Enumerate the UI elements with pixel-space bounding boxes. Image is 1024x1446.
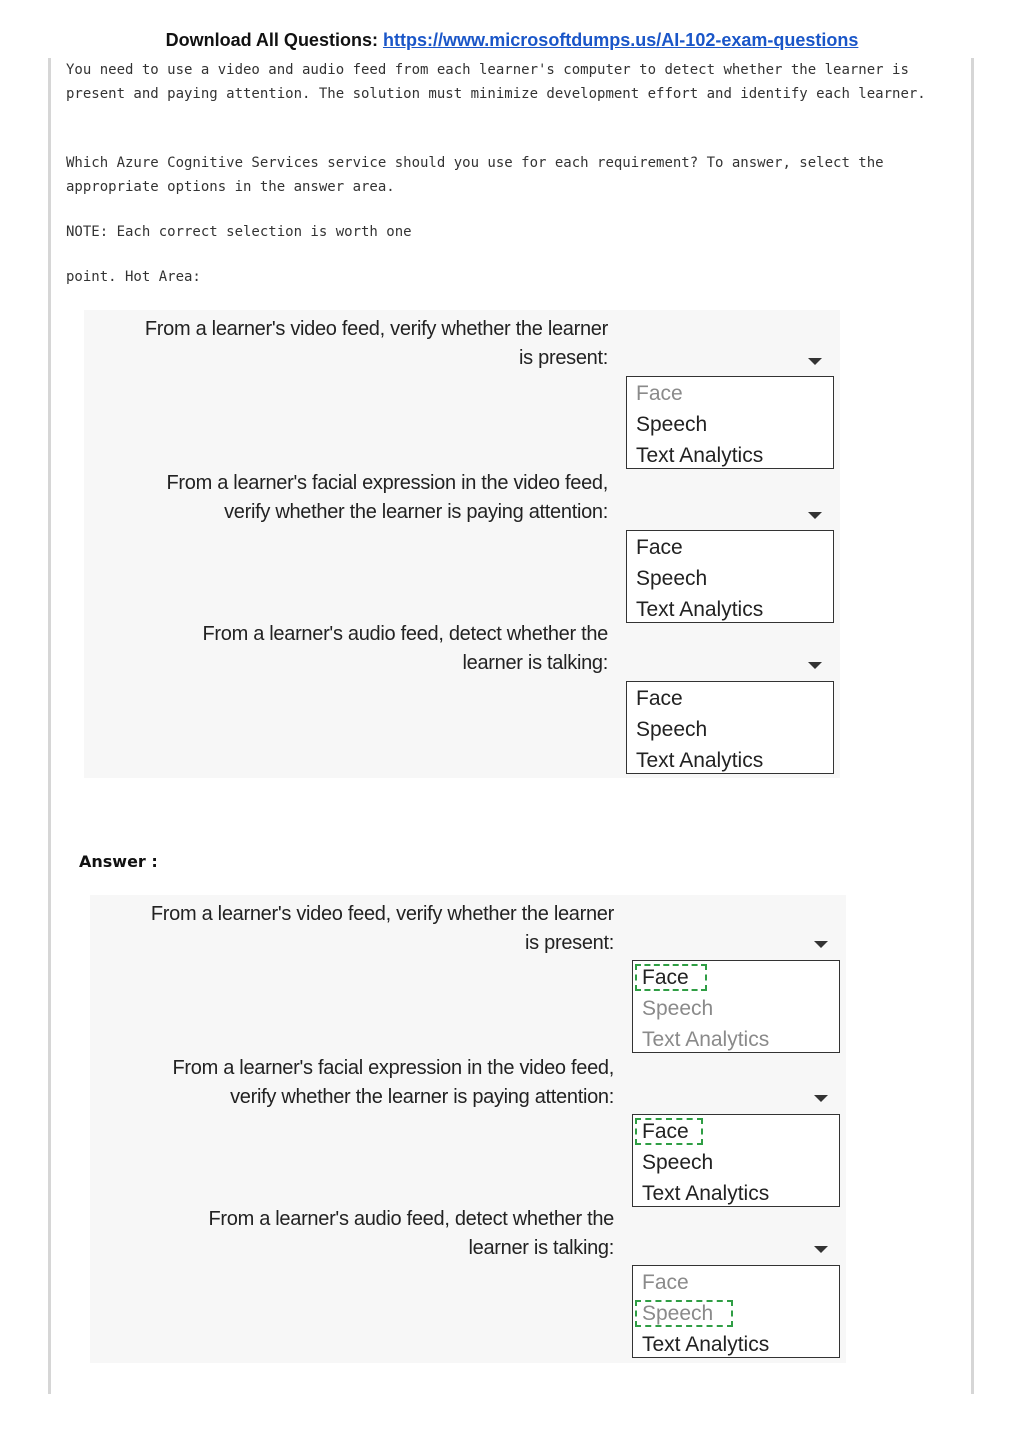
hot-area-prompt-1 [70,315,608,373]
answer-options-2[interactable] [632,1114,840,1207]
chevron-down-icon[interactable] [808,512,822,519]
answer-prompt-2 [76,1054,614,1112]
prompt-line: verify whether the learner is paying attention: [230,1086,614,1108]
option-speech[interactable]: Speech [636,718,708,741]
hot-area-options-2[interactable] [626,530,834,623]
chevron-down-icon[interactable] [808,358,822,365]
selection-marker [635,964,707,991]
option-text-analytics[interactable]: Text Analytics [642,1182,770,1205]
option-speech[interactable]: Speech [636,413,708,436]
hot-area-prompt-2 [70,469,608,527]
chevron-down-icon[interactable] [814,1246,828,1253]
page-border-right [971,58,974,1394]
selection-marker [635,1118,703,1145]
answer-options-1[interactable] [632,960,840,1053]
prompt-line: From a learner's video feed, verify whether the learner [144,318,608,340]
question-note: NOTE: Each correct selection is worth one [66,224,412,240]
option-speech[interactable]: Speech [642,997,714,1020]
option-speech[interactable]: Speech [642,1151,714,1174]
option-text-analytics[interactable]: Text Analytics [636,749,764,772]
option-speech[interactable]: Speech [636,567,708,590]
prompt-line: From a learner's facial expression in the video feed, [166,472,608,494]
chevron-down-icon[interactable] [814,941,828,948]
prompt-line: learner is talking: [468,1237,614,1259]
hot-area-prompt-3 [70,620,608,678]
option-face[interactable]: Face [636,687,683,710]
hot-area-options-3[interactable] [626,681,834,774]
prompt-line: From a learner's video feed, verify whether the learner [150,903,614,925]
question-hot-area-label: point. Hot Area: [66,269,201,285]
prompt-line: learner is talking: [462,652,608,674]
hot-area-options-1[interactable] [626,376,834,469]
option-speech-selected[interactable] [633,1298,839,1329]
prompt-line: From a learner's facial expression in the video feed, [172,1057,614,1079]
option-face[interactable]: Face [636,536,683,559]
download-prefix: Download All Questions: [165,30,378,50]
page-border-left [48,58,51,1394]
prompt-line: is present: [525,932,614,954]
answer-prompt-3 [76,1205,614,1263]
option-face-selected[interactable] [633,1116,839,1147]
prompt-line: verify whether the learner is paying attention: [224,501,608,523]
prompt-line: From a learner's audio feed, detect whether the [202,623,608,645]
prompt-line: is present: [519,347,608,369]
option-face[interactable]: Face [636,382,683,405]
answer-options-3[interactable] [632,1265,840,1358]
answer-title: Answer : [79,852,158,871]
answer-prompt-1 [76,900,614,958]
option-face[interactable]: Face [642,1271,689,1294]
selection-marker [635,1300,733,1327]
question-paragraph-2: Which Azure Cognitive Services service should you use for each requirement? To answer, select the appropriate options in the answer area. [66,155,884,195]
download-banner [0,30,1024,51]
chevron-down-icon[interactable] [808,662,822,669]
option-label: Speech [642,1302,714,1325]
option-text-analytics[interactable]: Text Analytics [636,444,764,467]
option-label: Face [642,1120,689,1143]
option-text-analytics[interactable]: Text Analytics [642,1333,770,1356]
download-link[interactable]: https://www.microsoftdumps.us/AI-102-exam-questions [382,30,859,50]
prompt-line: From a learner's audio feed, detect whether the [208,1208,614,1230]
option-text-analytics[interactable]: Text Analytics [636,598,764,621]
option-face-selected[interactable] [633,962,839,993]
chevron-down-icon[interactable] [814,1095,828,1102]
question-paragraph-1: You need to use a video and audio feed from each learner's computer to detect whether the learner is present and paying attention. The solution must minimize development effort and identify each learner. [66,62,926,102]
option-label: Face [642,966,689,989]
option-text-analytics[interactable]: Text Analytics [642,1028,770,1051]
